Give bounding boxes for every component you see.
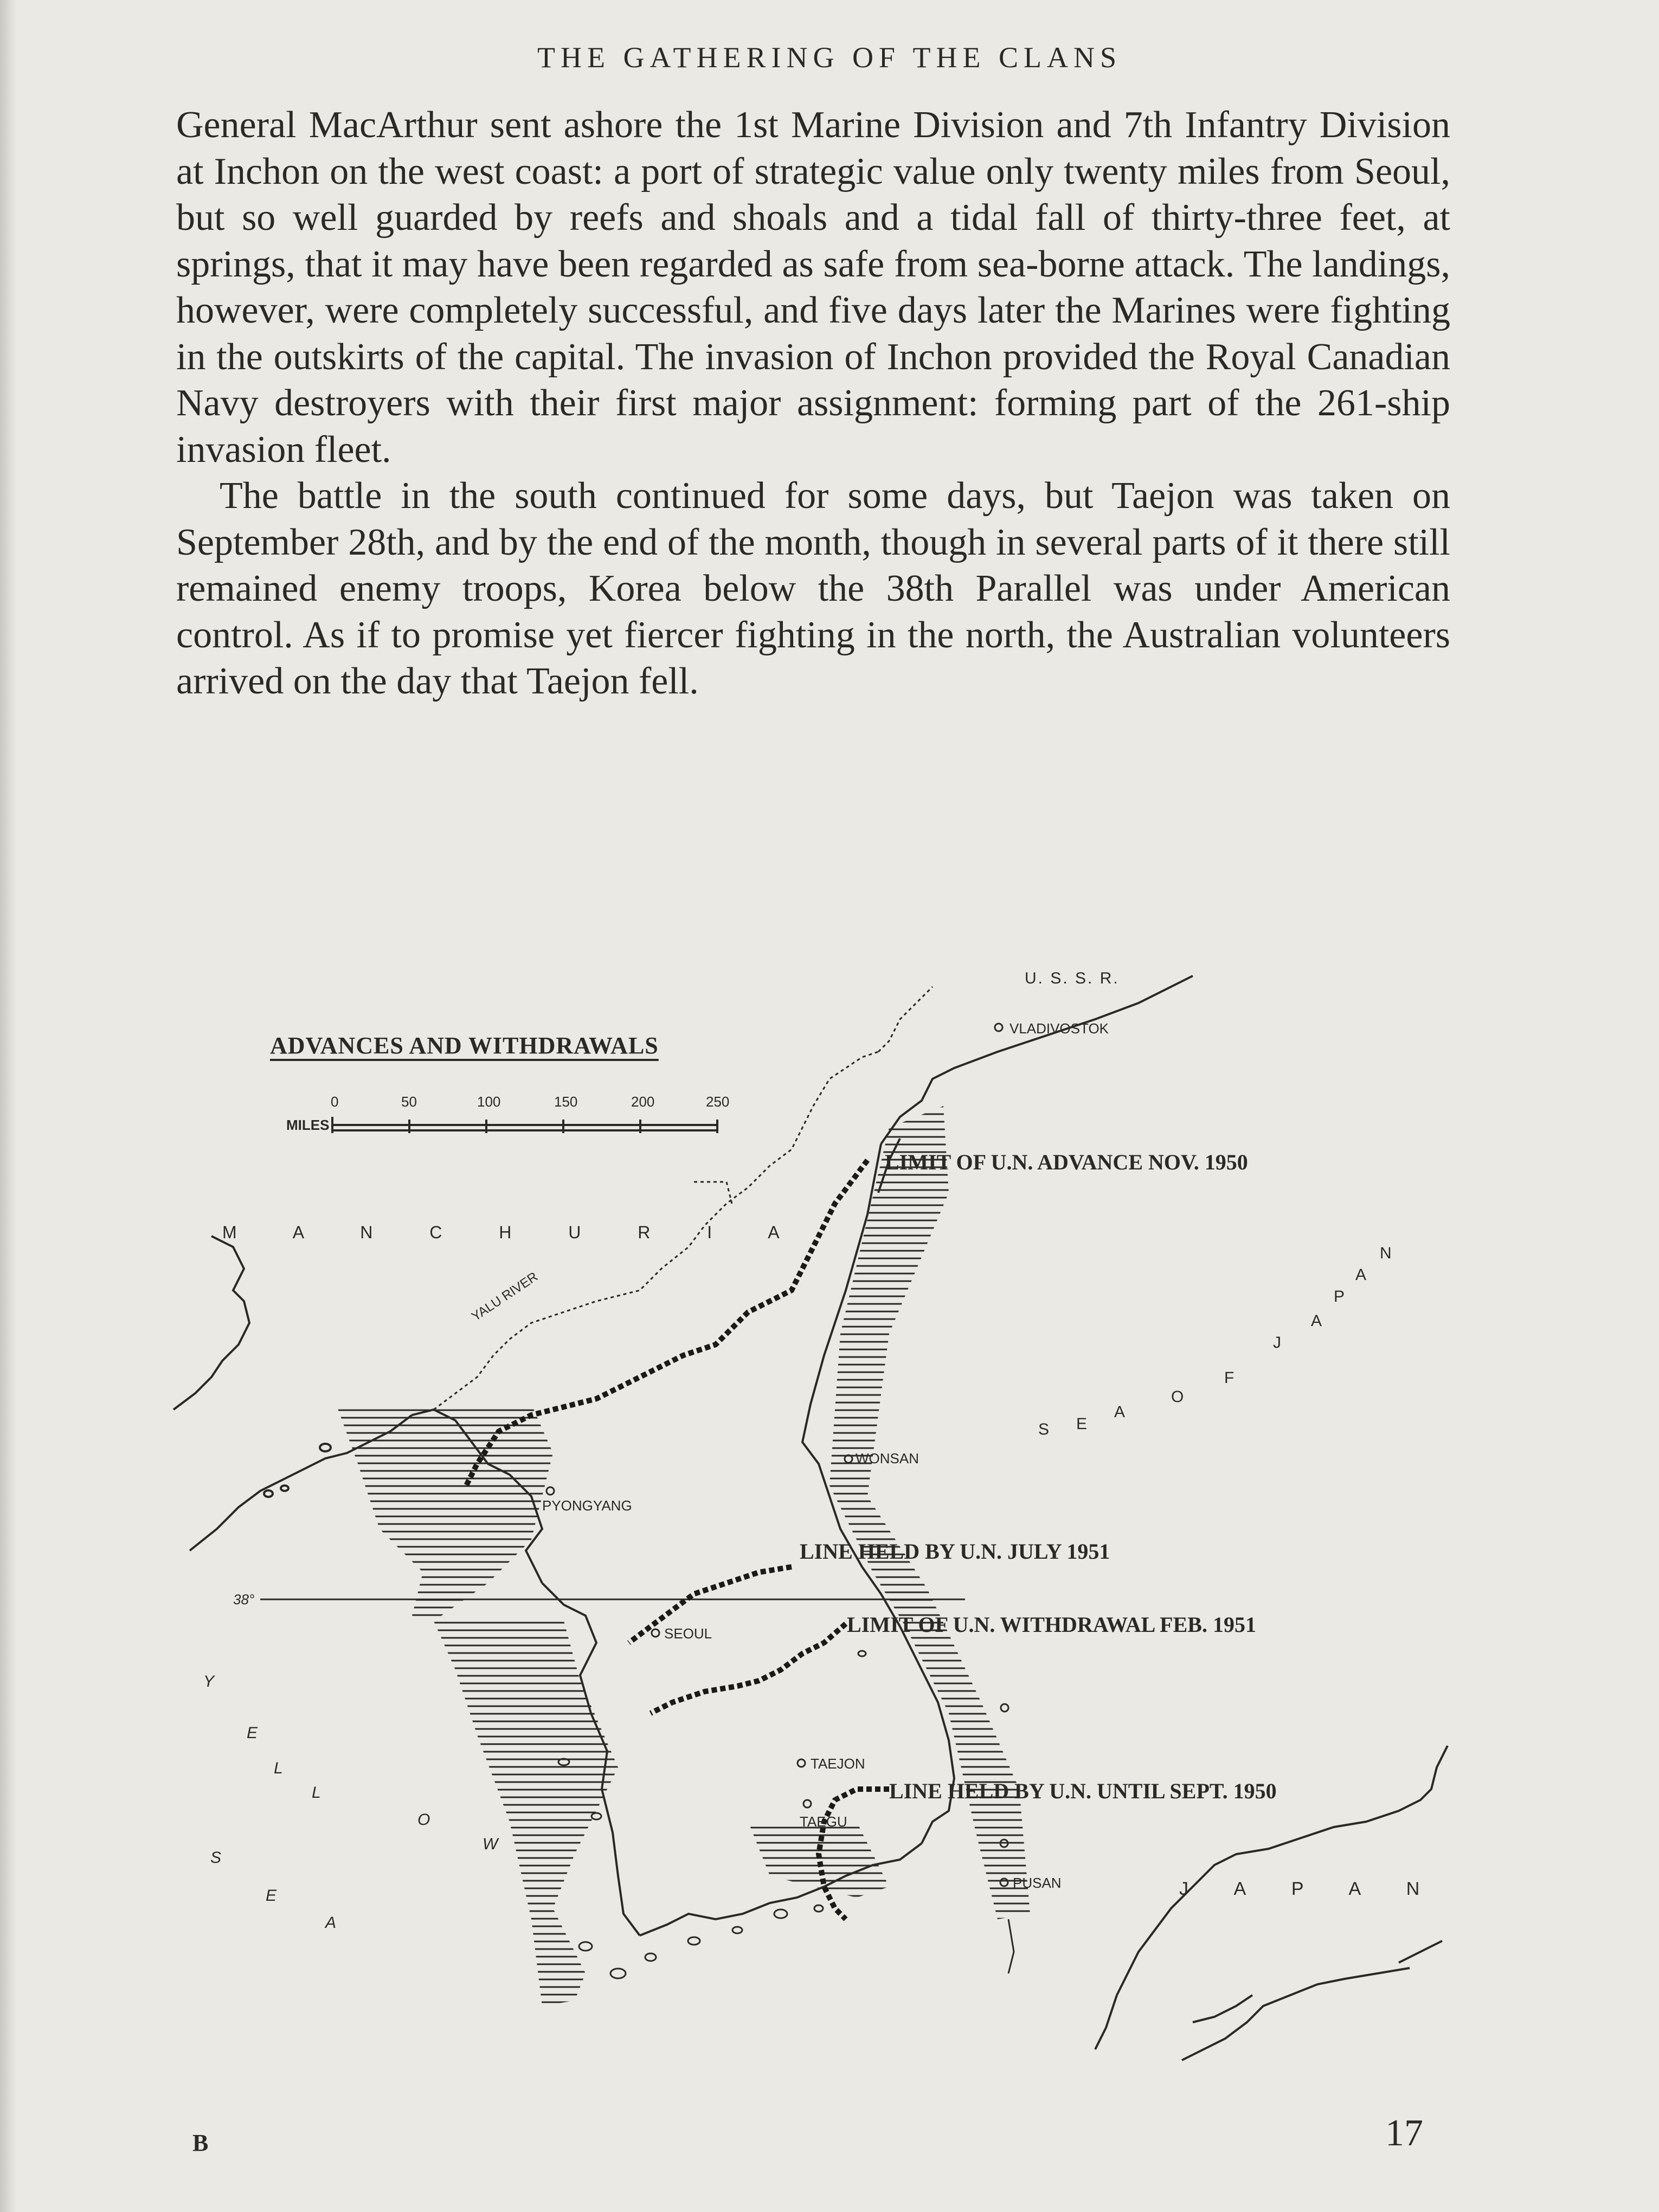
place-pusan: PUSAN bbox=[1013, 1875, 1062, 1891]
sea-of-japan-letter-s: S bbox=[1038, 1420, 1050, 1438]
scale-bar bbox=[332, 1117, 717, 1133]
sea-of-japan-letter-f: F bbox=[1224, 1369, 1234, 1387]
signature-mark: B bbox=[192, 2130, 209, 2156]
page-edge-shadow bbox=[0, 0, 16, 2212]
yellow-sea-letter-s: S bbox=[210, 1849, 222, 1867]
yellow-sea-letter-w: W bbox=[483, 1835, 498, 1853]
sea-of-japan-letter-o: O bbox=[1171, 1388, 1184, 1406]
place-pyongyang: PYONGYANG bbox=[542, 1497, 632, 1514]
scale-tick-50: 50 bbox=[401, 1094, 417, 1110]
running-head: THE GATHERING OF THE CLANS bbox=[537, 41, 1122, 74]
japan-sea-letter-a2: A bbox=[1355, 1266, 1367, 1284]
paragraph-2: The battle in the south continued for some days, but Taejon was taken on September 28th, and by the end of the month, though in several parts of it there still remained enemy troops, Korea below the 38th Parallel was under American control. As if to promise yet fiercer fighting in the north, the Australian volunteers arrived on the day that Taejon fell. bbox=[176, 475, 1450, 702]
label-advance-nov-1950: LIMIT OF U.N. ADVANCE NOV. 1950 bbox=[885, 1150, 1248, 1174]
map-drawing bbox=[152, 943, 1453, 2071]
scale-tick-250: 250 bbox=[706, 1094, 730, 1110]
label-held-sept-1950: LINE HELD BY U.N. UNTIL SEPT. 1950 bbox=[889, 1779, 1277, 1803]
scale-tick-150: 150 bbox=[554, 1094, 578, 1110]
yellow-sea-letter-l2: L bbox=[312, 1784, 321, 1802]
region-manchuria: M A N C H U R I A bbox=[222, 1223, 806, 1242]
place-seoul: SEOUL bbox=[664, 1625, 712, 1642]
japan-sea-letter-n: N bbox=[1380, 1244, 1392, 1262]
place-taegu: TAEGU bbox=[800, 1814, 847, 1830]
japan-sea-letter-p: P bbox=[1334, 1288, 1345, 1306]
place-taejon: TAEJON bbox=[811, 1756, 865, 1772]
japan-sea-letter-a1: A bbox=[1311, 1312, 1322, 1330]
yellow-sea-letter-e2: E bbox=[266, 1887, 277, 1905]
body-text bbox=[176, 102, 1450, 705]
yellow-sea-letter-y: Y bbox=[203, 1673, 215, 1690]
korea-map bbox=[152, 943, 1453, 2071]
place-vladivostok: VLADIVOSTOK bbox=[1009, 1020, 1109, 1037]
label-withdrawal-feb-1951: LIMIT OF U.N. WITHDRAWAL FEB. 1951 bbox=[847, 1612, 1256, 1637]
yellow-sea-letter-o: O bbox=[417, 1811, 430, 1829]
region-japan: J A P A N bbox=[1179, 1879, 1441, 1899]
yellow-sea-letter-a: A bbox=[325, 1914, 337, 1932]
map-title: ADVANCES AND WITHDRAWALS bbox=[270, 1032, 659, 1059]
paragraph-1: General MacArthur sent ashore the 1st Marine Division and 7th Infantry Division at Inchon on the west coast: a port of strategic value only twenty miles from Seoul, but so well guarded by reefs and shoals and a tidal fall of thirty-three feet, at springs, that it may have been regarded as safe from sea-borne attack. The landings, however, were completely successful, and five days later the Marines were fighting in the outskirts of the capital. The invasion of Inchon provided the Royal Canadian Navy destroyers with their first major assignment: forming part of the 261-ship invasion fleet. bbox=[176, 104, 1450, 471]
parallel-38-label: 38° bbox=[233, 1591, 255, 1607]
scale-tick-0: 0 bbox=[331, 1094, 339, 1110]
sea-of-japan-letter-a: A bbox=[1114, 1403, 1126, 1421]
yellow-sea-letter-l1: L bbox=[274, 1759, 283, 1777]
region-ussr: U. S. S. R. bbox=[1025, 969, 1120, 987]
place-wonsan: WONSAN bbox=[856, 1450, 919, 1467]
page-number: 17 bbox=[1385, 2112, 1423, 2154]
label-held-july-1951: LINE HELD BY U.N. JULY 1951 bbox=[800, 1539, 1110, 1564]
japan-sea-letter-j: J bbox=[1273, 1334, 1281, 1352]
scale-tick-200: 200 bbox=[631, 1094, 655, 1110]
yalu-river-label: YALU RIVER bbox=[469, 1269, 541, 1324]
yellow-sea-letter-e: E bbox=[247, 1724, 258, 1742]
scale-unit: MILES bbox=[286, 1117, 330, 1133]
scale-tick-100: 100 bbox=[477, 1094, 501, 1110]
sea-of-japan-letter-e: E bbox=[1076, 1415, 1088, 1433]
